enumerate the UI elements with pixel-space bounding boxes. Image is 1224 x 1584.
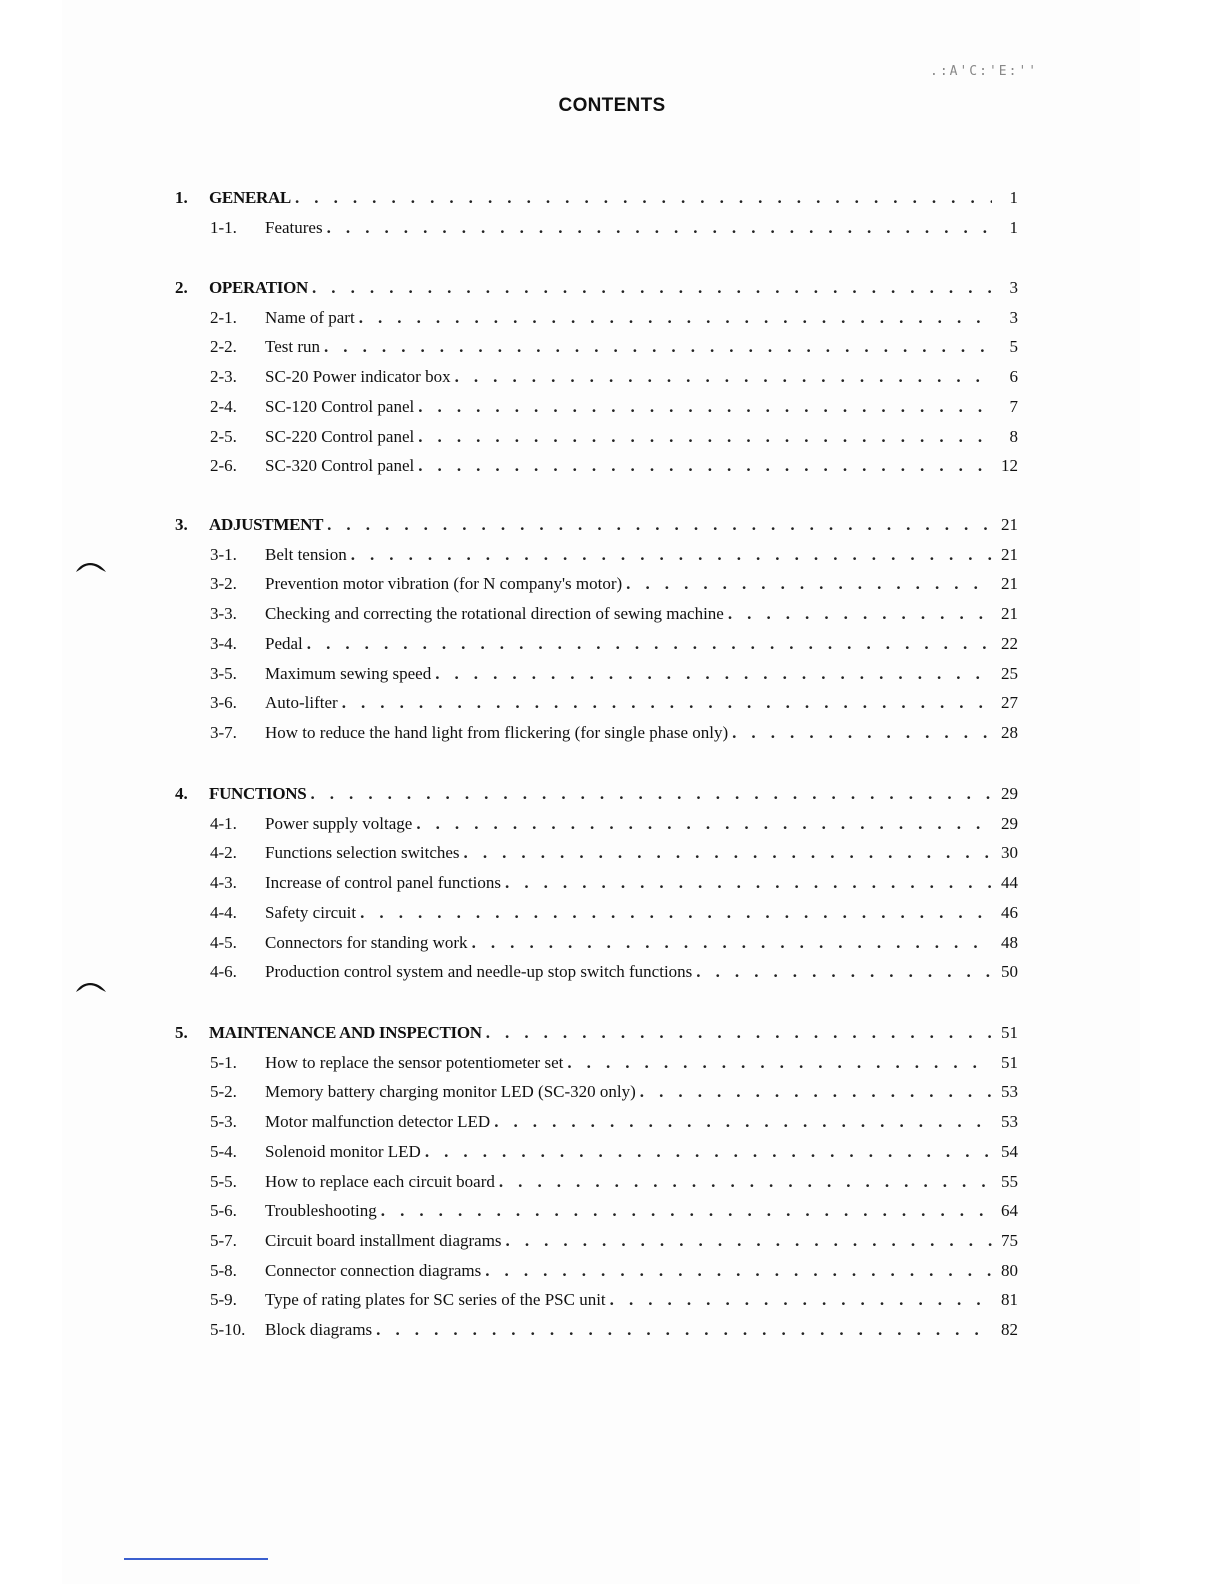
toc-label: Test run — [265, 337, 320, 357]
toc-label: Memory battery charging monitor LED (SC-320 only) — [265, 1082, 636, 1102]
toc-entry-5-4[interactable] — [210, 1142, 1018, 1162]
dot-leader — [418, 427, 992, 447]
toc-number: 3-7. — [210, 722, 237, 742]
toc-page-number: 64 — [1001, 1201, 1018, 1221]
toc-number: 3-4. — [210, 633, 237, 653]
toc-label: SC-320 Control panel — [265, 456, 415, 476]
toc-number: 5-5. — [210, 1171, 237, 1191]
toc-label: SC-220 Control panel — [265, 426, 415, 446]
toc-entry-4-2[interactable] — [210, 843, 1018, 863]
dot-leader — [499, 1172, 992, 1192]
toc-page-number: 22 — [1001, 633, 1018, 653]
toc-entry-3-7[interactable] — [210, 723, 1018, 743]
dot-leader — [416, 814, 992, 834]
dot-leader — [425, 1142, 992, 1162]
toc-entry-3-6[interactable] — [210, 693, 1018, 713]
toc-number: 3-2. — [210, 574, 237, 594]
dot-leader — [696, 962, 992, 982]
toc-entry-5-1[interactable] — [210, 1053, 1018, 1073]
toc-number: 4-6. — [210, 962, 237, 982]
toc-number: 5-6. — [210, 1201, 237, 1221]
dot-leader — [295, 188, 992, 208]
toc-number: 4-2. — [210, 843, 237, 863]
toc-number: 5. — [175, 1023, 188, 1042]
toc-number: 4-4. — [210, 902, 237, 922]
toc-number: 3-3. — [210, 604, 237, 624]
dot-leader — [307, 634, 992, 654]
toc-label: MAINTENANCE AND INSPECTION — [209, 1023, 482, 1042]
toc-number: 5-1. — [210, 1052, 237, 1072]
toc-number: 1-1. — [210, 217, 237, 237]
toc-label: How to replace each circuit board — [265, 1171, 495, 1191]
toc-number: 2-6. — [210, 456, 237, 476]
toc-label: Functions selection switches — [265, 843, 460, 863]
binding-hole-mark-bottom — [74, 978, 108, 994]
toc-section-4[interactable] — [175, 784, 1018, 804]
toc-label: Safety circuit — [265, 902, 357, 922]
toc-entry-2-1[interactable] — [210, 308, 1018, 328]
toc-page-number: 7 — [1009, 396, 1018, 416]
toc-label: Type of rating plates for SC series of the PSC unit — [265, 1290, 606, 1310]
toc-page-number: 12 — [1001, 456, 1018, 476]
toc-page-number: 55 — [1001, 1171, 1018, 1191]
dot-leader — [728, 604, 992, 624]
toc-page-number: 46 — [1001, 902, 1018, 922]
dot-leader — [472, 933, 992, 953]
toc-page-number: 29 — [1001, 784, 1018, 803]
toc-page-number: 3 — [1009, 278, 1018, 297]
toc-number: 3-5. — [210, 663, 237, 683]
toc-page-number: 80 — [1001, 1260, 1018, 1280]
toc-label: SC-120 Control panel — [265, 396, 415, 416]
dot-leader — [486, 1023, 992, 1043]
toc-number: 5-7. — [210, 1230, 237, 1250]
dot-leader — [732, 723, 992, 743]
dot-leader — [360, 903, 992, 923]
toc-label: Connector connection diagrams — [265, 1260, 482, 1280]
toc-section-3[interactable] — [175, 515, 1018, 535]
toc-number: 2. — [175, 278, 188, 297]
dot-leader — [418, 397, 992, 417]
toc-label: Name of part — [265, 307, 355, 327]
toc-page-number: 21 — [1001, 574, 1018, 594]
toc-label: Auto-lifter — [265, 693, 338, 713]
toc-entry-5-8[interactable] — [210, 1261, 1018, 1281]
toc-label: FUNCTIONS — [209, 784, 307, 803]
toc-label: Production control system and needle-up stop switch functions — [265, 962, 693, 982]
toc-entry-2-3[interactable] — [210, 367, 1018, 387]
toc-label: Belt tension — [265, 544, 347, 564]
toc-number: 2-3. — [210, 367, 237, 387]
dot-leader — [505, 873, 992, 893]
toc-page-number: 21 — [1001, 604, 1018, 624]
toc-label: Solenoid monitor LED — [265, 1141, 421, 1161]
toc-label: Features — [265, 217, 323, 237]
toc-page-number: 21 — [1001, 544, 1018, 564]
toc-entry-5-7[interactable] — [210, 1231, 1018, 1251]
toc-page-number: 21 — [1001, 515, 1018, 534]
toc-label: GENERAL — [209, 188, 291, 207]
toc-label: How to reduce the hand light from flickering (for single phase only) — [265, 722, 729, 742]
toc-entry-5-3[interactable] — [210, 1112, 1018, 1132]
toc-entry-5-5[interactable] — [210, 1172, 1018, 1192]
dot-leader — [359, 308, 992, 328]
toc-page-number: 1 — [1009, 188, 1018, 207]
toc-page-number: 51 — [1001, 1052, 1018, 1072]
toc-number: 3-1. — [210, 544, 237, 564]
toc-page-number: 44 — [1001, 873, 1018, 893]
toc-entry-4-1[interactable] — [210, 814, 1018, 834]
toc-label: Maximum sewing speed — [265, 663, 432, 683]
toc-entry-4-3[interactable] — [210, 873, 1018, 893]
toc-label: Block diagrams — [265, 1320, 373, 1339]
toc-number: 5-8. — [210, 1260, 237, 1280]
dot-leader — [327, 218, 992, 238]
toc-page-number: 53 — [1001, 1112, 1018, 1132]
dot-leader — [324, 337, 992, 357]
toc-page-number: 6 — [1009, 367, 1018, 387]
dot-leader — [567, 1053, 992, 1073]
toc-number: 2-2. — [210, 337, 237, 357]
toc-number: 5-10. — [210, 1320, 246, 1339]
toc-number: 5-3. — [210, 1112, 237, 1132]
toc-entry-5-10[interactable] — [210, 1320, 1018, 1340]
dot-leader — [310, 784, 992, 804]
toc-section-1[interactable] — [175, 188, 1018, 208]
toc-number: 2-5. — [210, 426, 237, 446]
toc-label: Circuit board installment diagrams — [265, 1230, 502, 1250]
toc-number: 4-3. — [210, 873, 237, 893]
toc-number: 1. — [175, 188, 188, 207]
binding-hole-mark-top — [74, 558, 108, 574]
toc-entry-4-4[interactable] — [210, 903, 1018, 923]
dot-leader — [418, 456, 992, 476]
toc-page-number: 27 — [1001, 693, 1018, 713]
page-title: CONTENTS — [558, 95, 666, 116]
toc-page-number: 54 — [1001, 1141, 1018, 1161]
dot-leader — [506, 1231, 992, 1251]
footer-rule — [124, 1558, 268, 1560]
toc-label: ADJUSTMENT — [209, 515, 324, 534]
header-mark: .:A'C:'E:'' — [930, 64, 1039, 79]
toc-page-number: 1 — [1009, 217, 1018, 237]
toc-number: 5-9. — [210, 1290, 237, 1310]
toc-number: 4-5. — [210, 932, 237, 952]
dot-leader — [455, 367, 992, 387]
toc-number: 3-6. — [210, 693, 237, 713]
dot-leader — [381, 1201, 992, 1221]
dot-leader — [435, 664, 992, 684]
toc-page-number: 5 — [1009, 337, 1018, 357]
toc-label: SC-20 Power indicator box — [265, 367, 451, 387]
toc-page-number: 51 — [1001, 1023, 1018, 1042]
dot-leader — [610, 1290, 992, 1310]
toc-section-2[interactable] — [175, 278, 1018, 298]
toc-entry-3-3[interactable] — [210, 604, 1018, 624]
dot-leader — [464, 843, 992, 863]
toc-label: OPERATION — [209, 278, 308, 297]
dot-leader — [485, 1261, 992, 1281]
toc-entry-4-6[interactable] — [210, 962, 1018, 982]
toc-page-number: 53 — [1001, 1082, 1018, 1102]
toc-page-number: 8 — [1009, 426, 1018, 446]
toc-page-number: 28 — [1001, 722, 1018, 742]
toc-page-number: 3 — [1009, 307, 1018, 327]
toc-page-number: 48 — [1001, 932, 1018, 952]
toc-entry-5-9[interactable] — [210, 1290, 1018, 1310]
toc-number: 2-4. — [210, 396, 237, 416]
toc-page-number: 82 — [1001, 1320, 1018, 1339]
toc-entry-2-5[interactable] — [210, 427, 1018, 447]
toc-number: 5-4. — [210, 1141, 237, 1161]
toc-entry-3-5[interactable] — [210, 664, 1018, 684]
toc-entry-4-5[interactable] — [210, 933, 1018, 953]
toc-page-number: 75 — [1001, 1230, 1018, 1250]
toc-label: How to replace the sensor potentiometer set — [265, 1052, 564, 1072]
toc-entry-3-1[interactable] — [210, 545, 1018, 565]
toc-entry-5-2[interactable] — [210, 1082, 1018, 1102]
toc-number: 4. — [175, 784, 188, 803]
dot-leader — [351, 545, 992, 565]
toc-entry-2-2[interactable] — [210, 337, 1018, 357]
toc-label: Pedal — [265, 633, 303, 653]
toc-page-number: 81 — [1001, 1290, 1018, 1310]
toc-page-number: 29 — [1001, 813, 1018, 833]
toc-label: Prevention motor vibration (for N company's motor) — [265, 574, 623, 594]
toc-number: 3. — [175, 515, 188, 534]
toc-page-number: 50 — [1001, 962, 1018, 982]
toc-entry-3-4[interactable] — [210, 634, 1018, 654]
toc-page-number: 25 — [1001, 663, 1018, 683]
dot-leader — [494, 1112, 992, 1132]
dot-leader — [640, 1082, 992, 1102]
dot-leader — [626, 574, 992, 594]
toc-label: Increase of control panel functions — [265, 873, 502, 893]
toc-entry-3-2[interactable] — [210, 574, 1018, 594]
dot-leader — [312, 278, 992, 298]
toc-label: Checking and correcting the rotational direction of sewing machine — [265, 604, 724, 624]
dot-leader — [327, 515, 992, 535]
toc-entry-2-6[interactable] — [210, 456, 1018, 476]
toc-page-number: 30 — [1001, 843, 1018, 863]
toc-label: Troubleshooting — [265, 1201, 377, 1221]
dot-leader — [342, 693, 992, 713]
toc-number: 2-1. — [210, 307, 237, 327]
toc-section-5[interactable] — [175, 1023, 1018, 1043]
toc-label: Connectors for standing work — [265, 932, 468, 952]
toc-entry-5-6[interactable] — [210, 1201, 1018, 1221]
toc-number: 4-1. — [210, 813, 237, 833]
toc-label: Motor malfunction detector LED — [265, 1112, 491, 1132]
dot-leader — [376, 1320, 992, 1340]
toc-label: Power supply voltage — [265, 813, 413, 833]
toc-entry-1-1[interactable] — [210, 218, 1018, 238]
toc-entry-2-4[interactable] — [210, 397, 1018, 417]
toc-number: 5-2. — [210, 1082, 237, 1102]
